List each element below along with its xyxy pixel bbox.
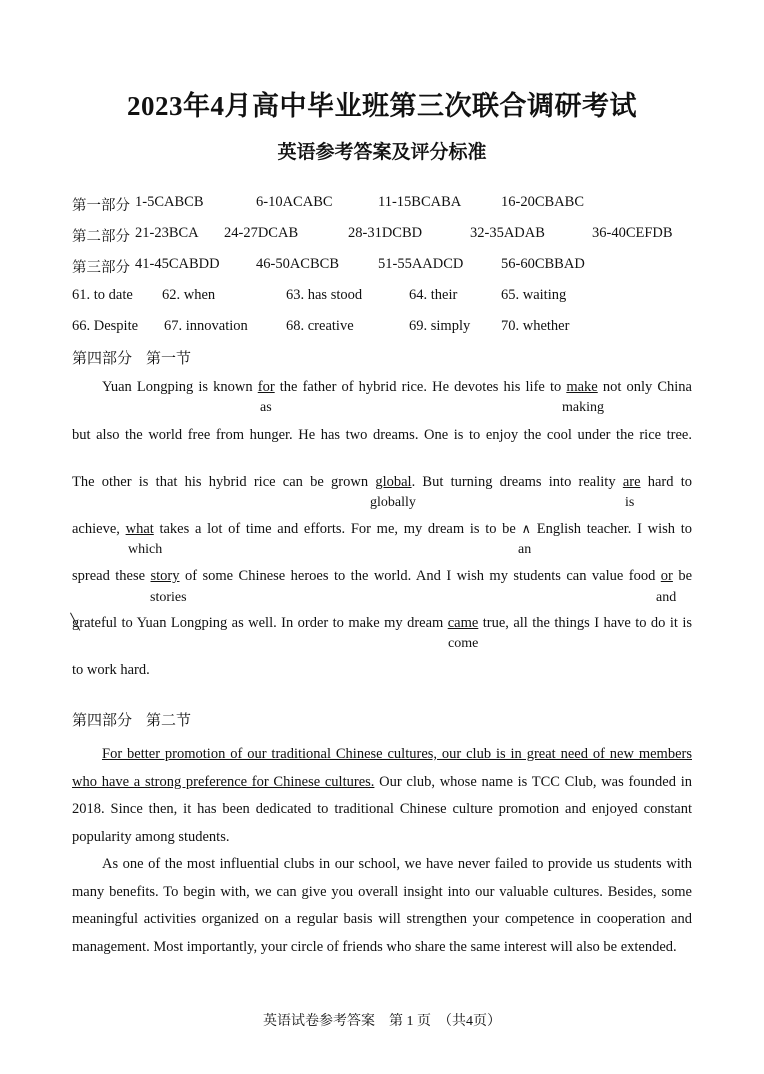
answer-group: 51-55AADCD [378, 256, 464, 272]
answer-group: 56-60CBBAD [501, 256, 585, 272]
essay-line: achieve, what takes a lot of time and efforts. For me, my dream is to be ∧ English teacher. I wish to [72, 521, 692, 537]
fill-answer: 69. simply [409, 318, 471, 334]
correction-word: which [128, 542, 163, 557]
fill-answer: 65. waiting [501, 287, 567, 303]
deleted-word: it [669, 615, 678, 631]
correction-word: and [656, 590, 677, 605]
fill-answer: 64. their [409, 287, 458, 303]
essay-line: but also the world free from hunger. He has two dreams. One is to enjoy the cool under the rice tree. [72, 427, 692, 443]
section-label: 第四部分 [72, 351, 133, 367]
insert-caret-icon: ∧ [521, 522, 532, 537]
section4-2-heading [72, 709, 191, 730]
fill-answer: 62. when [162, 287, 216, 303]
answer-group: 46-50ACBCB [256, 256, 339, 272]
correction-word: globally [370, 495, 416, 510]
error-word: for [257, 379, 275, 395]
sample-paragraph-2: As one of the most influential clubs in our school, we have never failed to provide us students with many benefits. To begin with, we can give you overall insight into our valuable cultures. Besides, some meaningful activities organized on a regular basis will strengthen your competence in cooperation and management. Most importantly, your circle of friends who share the same interest will also be extended. [72, 856, 692, 955]
correction-word: come [448, 636, 479, 651]
part3-label: 第三部分 [72, 260, 130, 276]
error-word: global [375, 474, 412, 490]
fill-answer: 63. has stood [286, 287, 363, 303]
part2-label: 第二部分 [72, 229, 130, 245]
answer-group: 24-27DCAB [224, 225, 299, 241]
error-word: came [447, 615, 479, 631]
answer-group: 21-23BCA [135, 225, 199, 241]
answer-group: 41-45CABDD [135, 256, 220, 272]
error-word: make [566, 379, 598, 395]
part1-label: 第一部分 [72, 198, 130, 214]
correction-word: is [625, 495, 635, 510]
correction-word: stories [150, 590, 187, 605]
section4-1-heading [72, 347, 191, 368]
answer-group: 6-10ACABC [256, 194, 333, 210]
answer-group: 36-40CEFDB [592, 225, 673, 241]
essay-line: The other is that his hybrid rice can be grown global. But turning dreams into reality are hard to [72, 474, 692, 490]
essay-line: spread these story of some Chinese heroes to the world. And I wish my students can value food or be [72, 568, 692, 584]
page-title: 2023年4月高中毕业班第三次联合调研考试 [127, 91, 637, 121]
fill-answer: 68. creative [286, 318, 354, 334]
correction-word: making [562, 400, 604, 415]
answer-group: 11-15BCABA [378, 194, 462, 210]
section-label: 第四部分 [72, 713, 133, 729]
fill-answer: 61. to date [72, 287, 133, 303]
topic-sentence: For better promotion of our traditional Chinese cultures, our club is in great need of new members who have a strong preference for Chinese cultures. [72, 746, 692, 790]
fill-answer: 70. whether [501, 318, 570, 334]
essay-line: to work hard. [72, 662, 150, 678]
subsection-label: 第二节 [146, 713, 192, 729]
subsection-label: 第一节 [146, 351, 192, 367]
error-word: what [125, 521, 154, 537]
answer-group: 1-5CABCB [135, 194, 204, 210]
correction-word: an [518, 542, 532, 557]
correction-word: as [260, 400, 272, 415]
answer-group: 32-35ADAB [470, 225, 545, 241]
page-footer: 英语试卷参考答案 第 1 页 （共4页） [263, 1014, 501, 1029]
page-subtitle: 英语参考答案及评分标准 [277, 142, 487, 163]
essay-line: Yuan Longping is known for the father of hybrid rice. He devotes his life to make not only China [102, 379, 692, 395]
error-word: or [660, 568, 673, 584]
essay-line: grateful to Yuan Longping as well. In order to make my dream came true, all the things I have to do it is [72, 615, 692, 631]
fill-answer: 67. innovation [164, 318, 248, 334]
error-word: story [150, 568, 180, 584]
fill-answer: 66. Despite [72, 318, 139, 334]
sample-paragraph-1: For better promotion of our traditional Chinese cultures, our club is in great need of new members who have a strong preference for Chinese cultures. Our club, whose name is TCC Club, was founded in 2018. Since then, it has been dedicated to traditional Chinese culture promotion and enjoyed constant popularity among students. [72, 746, 692, 845]
answer-group: 28-31DCBD [348, 225, 423, 241]
error-word: are [622, 474, 641, 490]
answer-group: 16-20CBABC [501, 194, 584, 210]
